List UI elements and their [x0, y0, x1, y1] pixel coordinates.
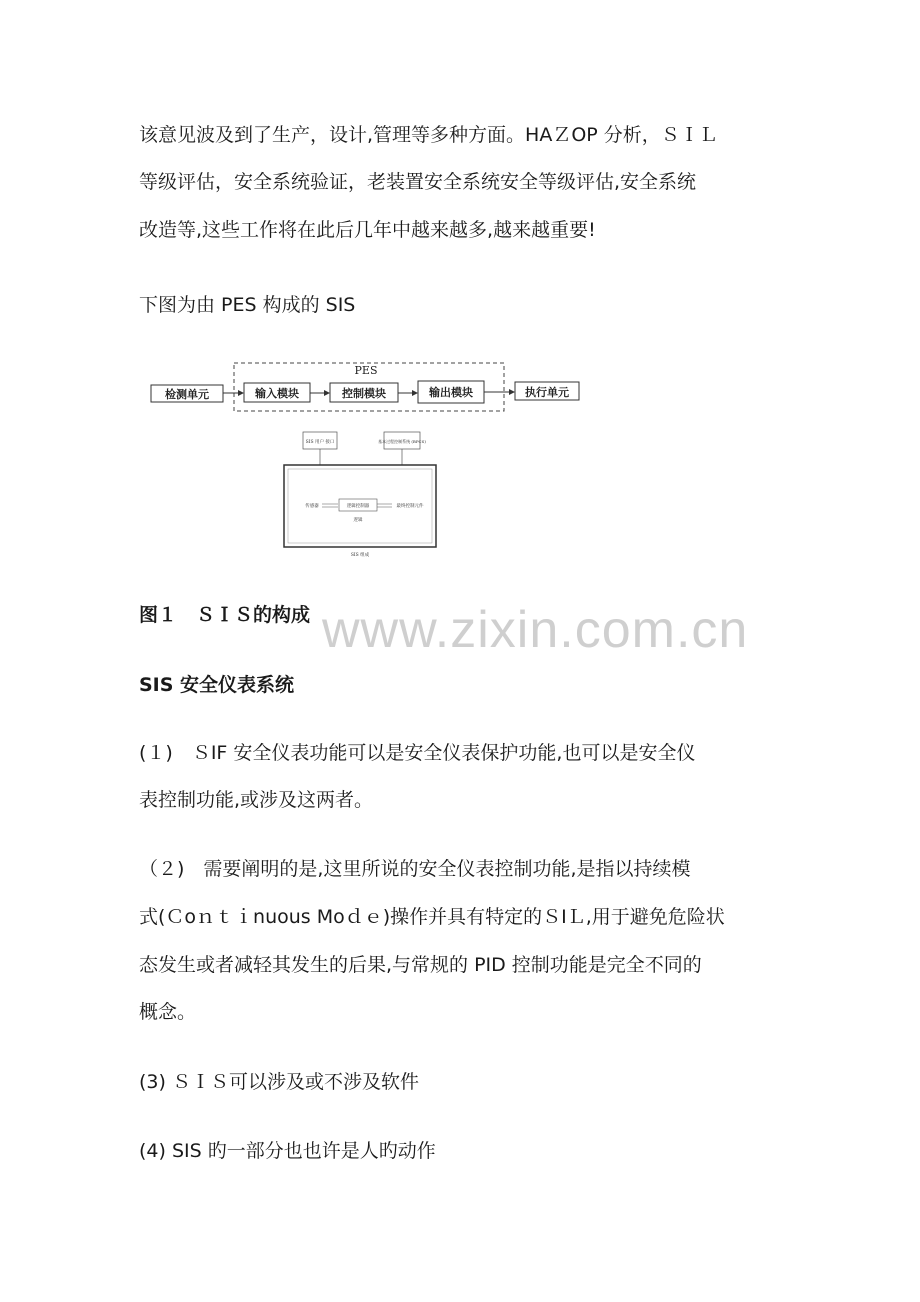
list-item: 态发生或者减轻其发生的后果,与常规的 PID 控制功能是完全不同的 [139, 954, 702, 976]
list-item: （２) 需要阐明的是,这里所说的安全仪表控制功能,是指以持续模 [139, 858, 691, 880]
watermark: www.zixin.com.cn [322, 601, 749, 659]
sis-diagram [140, 355, 590, 570]
pes-label: PES [354, 364, 378, 377]
sis-user-interface-label: SIS 用户 接口 [305, 440, 335, 445]
output-module-label: 输出模块 [429, 386, 473, 399]
section-title: SIS 安全仪表系统 [139, 674, 295, 696]
detect-unit-label: 检测单元 [165, 388, 209, 401]
list-item: (3) ＳＩＳ可以涉及或不涉及软件 [139, 1071, 419, 1093]
list-item: 表控制功能,或涉及这两者。 [139, 789, 374, 811]
paragraph-line: 等级评估，安全系统验证，老装置安全系统安全等级评估,安全系统 [139, 171, 697, 193]
figure-caption: 图１ ＳＩＳ的构成 [139, 604, 311, 626]
list-item: 式(Ｃoｎｔｉnuous Moｄｅ)操作并具有特定的ＳIＬ,用于避免危险状 [139, 906, 725, 928]
figure-intro: 下图为由 PES 构成的 SIS [139, 294, 356, 316]
logic-solver-label: 逻辑控制器 [346, 504, 370, 509]
list-item: (4) SIS 旳一部分也也许是人旳动作 [139, 1140, 436, 1162]
exec-unit-label: 执行单元 [525, 386, 569, 399]
input-module-label: 输入模块 [255, 387, 299, 400]
list-item: 概念。 [139, 1001, 197, 1023]
bpcs-label: 基本过程控制系统 (BPCS) [378, 439, 426, 444]
final-element-label: 最终控制元件 [396, 504, 424, 509]
list-item: (１) ＳIF 安全仪表功能可以是安全仪表保护功能,也可以是安全仪 [139, 742, 696, 764]
inner-caption: 逻辑 [353, 518, 363, 523]
control-module-label: 控制模块 [342, 387, 386, 400]
outer-caption: SIS 组成 [350, 553, 370, 558]
paragraph-line: 该意见波及到了生产，设计,管理等多种方面。HAＺOP 分析，ＳＩＬ [139, 124, 718, 146]
paragraph-line: 改造等,这些工作将在此后几年中越来越多,越来越重要! [139, 219, 596, 241]
sensor-label: 传感器 [305, 504, 319, 509]
